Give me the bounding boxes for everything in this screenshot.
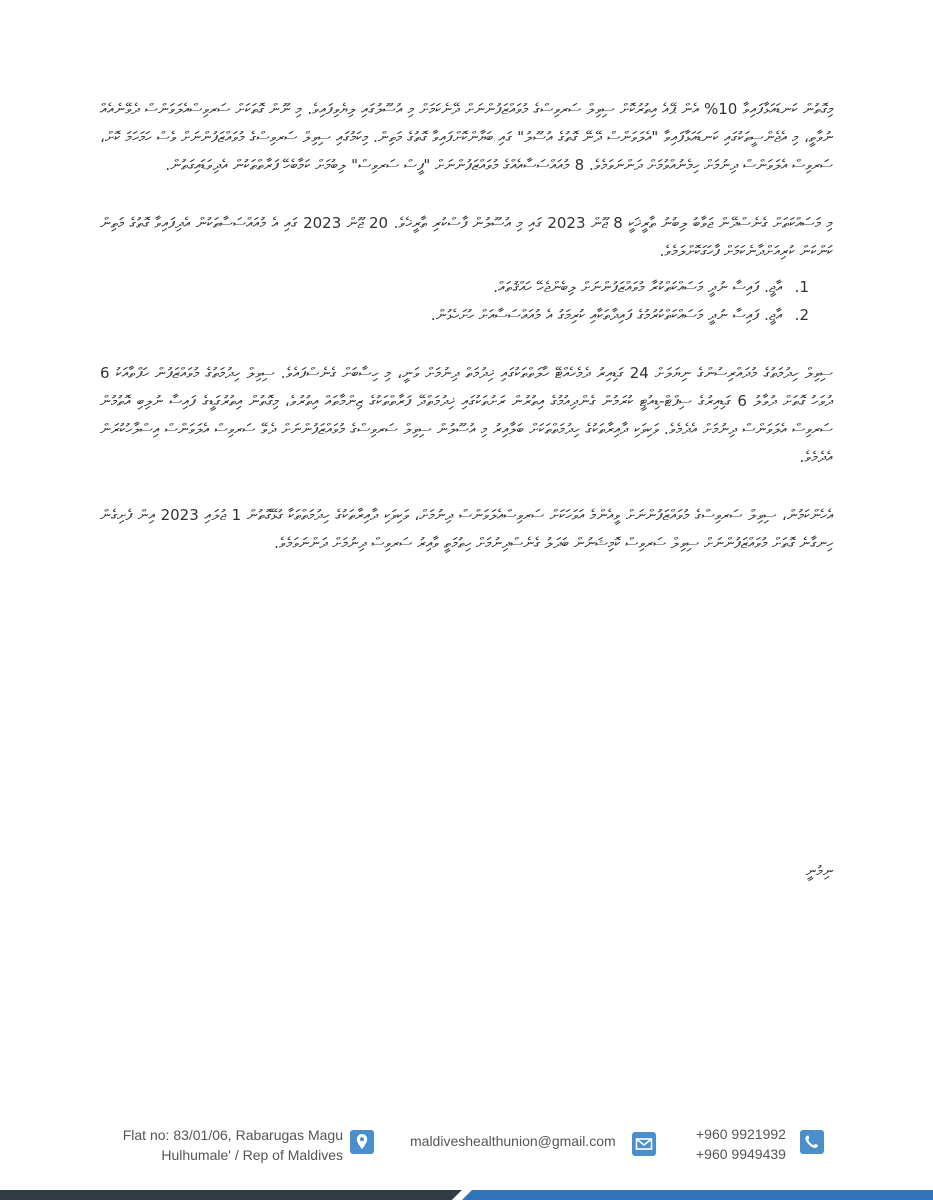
paragraph-2: މި މަސައްކަތަށް ގެނެސްދޭން ޖަވާބު ލިބުނު ތާރީޚަކީ 8 ޖޫން 2023 ގައި މި އުސޫލުން ފާސްކުރި ތާރީޚެވެ. 20 ޖޫން 2023 ގައި އެ މުއައްސަސާތަކުން އެދިފައިވާ ގޮތުގެ މަތިން ކަންކަން ކުރިއަށްދާނެކަމަށް ފާހަގަކޮށްލަމެވެ. [100,214,834,260]
list-item-text: އާޖީ. ފައިސާ ނުދީ މަސައްކަތްކުރާ މުވައްޒަފުންނަށް ލިބެންޖެހޭ ހައްޤުތައް. [493,278,783,296]
list-number: 1. [794,278,809,296]
list-item [100,301,809,329]
list-item [100,273,809,301]
phone-number-1[interactable]: +960 9921992 [696,1126,786,1142]
paragraph-1: މިގޮތުން ކަނޑައަޅާފައިވާ 10% އެން ޕޭއެ އިތުރުކޮށް ސިވިލް ސަރވިސްގެ މުވައްޒަފުންނަށް ދޭނެކަމަށް މި އުސޫލުގައި ލިޔެވިފައިވެ. މި ނޫން ގޮތަކަށް ސަރވިސްއެލަވަންސް ދެވޭނެއެއް ނުވާތީ، މި އެޖެންސީތަކުގައި ކަނޑައަޅާފައިވާ "އެލަވަންސް ދޭނޭ ގޮތުގެ އުސޫލު" ގައި ބަޔާންކޮށްފައިވާ ގޮތުގެ މަތިން. މިކަމުގައި ސިވިލް ސަރވިސްގެ މުވައްޒަފުންނަށް ވެސް ހަމަހަމަ ކޮށް، ސަރވިސް އެލަވަންސް ދިނުމަށް ހިމެނުއްވުމަށް ދަންނަވަމެވެ. 8 މުއައްސަސާއެއްގެ މުވައްޒަފުންނަށް "ފީސް ސަރވިސް" ލިބުމަށް ކަމާބެހޭ ފަރާތްތަކުން އެދިވަޑައިގަތުން. [100,100,833,174]
address-line-2: Hulhumale' / Rep of Maldives [161,1147,343,1163]
signature-line: ނިމުނީ [805,862,833,880]
paragraph-3: ސިވިލް ހިދުމަތުގެ މުދައްރިސުންގެ ނިޔަލަށް 24 ގަޑިއިރު ދެމެހެއްޓޭ ހާލަތްތަކުގައި ޚިދުމަތް ދިނުމަށް ވަނީ، މި ހިސާބަށް ގެނެސްފައެވެ. ސިވިލް ހިދުމަތުގެ މުވައްޒަފުން ހަފްތާއަކު 6 ދުވަހު ގޮތަށް ދުވާލު 6 ގަޑިއިރުގެ ސިފްޓް-ޑިއުޓީ ކުރަމުން ގެންދިއުމުގެ އިތުރުން ރަށުތަކުގައި ޚިދުމަތްދޭ ފަރާތްތަކުގެ ޒިންމާތައް އިތުރުވެ، މިގޮތުން އިތުރުގަޑީގެ ފައިސާ ނުލިބި އޮތުމުން ސަރވިސް އެލަވަންސް ދިނުމަށް އެދެމެވެ. ވަކިވަކި ދާއިރާތަކުގެ ހިދުމަތްތަކަށް ބަލާއިރު މި އުސޫލުން ސިވިލް ސަރވިސްގެ މުވައްޒަފުންނަށް ދެވޭ ސަރވިސް އެލަވަންސް އިސްލާހުކުރަން އެދެމެވެ. [100,364,834,466]
paragraph-4: އެހެންކަމުން، ސިވިލް ސަރވިސްގެ މުވައްޒަފުންނަށް ވީއެންމެ އަވަހަކަށް ސަރވިސްއެލަވަންސް ދިނުމަށް، ވަކިވަކި ދާއިރާތަކުގެ ހިދުމަތްތަކާ ގުޅޭގޮތުން 1 ޖުލައި 2023 އިން ފެށިގެން ހިނގާނެ ގޮތަށް މުވައްޒަފުންނަށް ސިވިލް ސަރވިސް ކޮމިޝަނުން ބަދަލު ގެނެސްދިނުމަށް ހިތުމަތީ ވާއިރު ސަރވިސް ދިނުމަށް ދަންނަވަމެވެ. [100,506,833,552]
phone-icon [800,1130,824,1154]
list-item-text: އާޖީ. ފައިސާ ނުދީ މަސައްކަތްކުރުމުގެ ފައިދާތަކާއި ކުރިމަގު އެ މުއައްސަސާއަށް ހުށަހެޅުން. [430,306,783,324]
footer-color-bar [0,1190,933,1200]
location-pin-icon [350,1130,374,1154]
letter-body [100,95,833,587]
envelope-icon [632,1132,656,1156]
address-line-1: Flat no: 83/01/06, Rabarugas Magu [122,1127,343,1143]
phone-number-2[interactable]: +960 9949439 [696,1146,786,1162]
list-number: 2. [794,306,809,324]
footer [0,1120,933,1200]
footer-address [123,1125,343,1165]
numbered-list [100,273,833,329]
email-link[interactable]: maldiveshealthunion@gmail.com [410,1133,616,1149]
footer-phones [696,1124,786,1164]
